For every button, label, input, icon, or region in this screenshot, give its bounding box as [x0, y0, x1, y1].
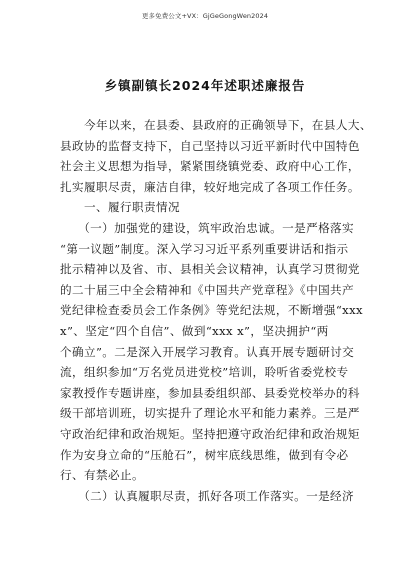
body-line: 流，组织参加“万名党员进党校”培训，聆听省委党校专 — [60, 365, 349, 380]
body-line: 批示精神以及省、市、县相关会议精神，认真学习贯彻党 — [60, 262, 360, 277]
body-line: 党纪律检查委员会工作条例》等党纪法规，不断增强“xxx — [60, 303, 364, 318]
body-line: 级干部培训班，切实提升了理论水平和能力素养。三是严 — [60, 406, 360, 421]
body-line: 行、有禁必止。 — [60, 468, 144, 483]
document-title: 乡镇副镇长2024年述职述廉报告 — [104, 78, 306, 93]
body-line: x”、坚定“四个自信”、做到“xxx x”，坚决拥护“两 — [60, 323, 329, 338]
body-line: 扎实履职尽责，廉洁自律，较好地完成了各项工作任务。 — [60, 179, 360, 194]
body-line: （二）认真履职尽责，抓好各项工作落实。一是经济 — [60, 488, 355, 503]
body-line: 县政协的监督支持下，自己坚持以习近平新时代中国特色 — [60, 138, 360, 153]
body-line: 守政治纪律和政治规矩。坚持把遵守政治纪律和政治规矩 — [60, 426, 360, 441]
header-note: 更多免费公文+VX：GjGeGongWen2024 — [141, 12, 269, 20]
body-line: 社会主义思想为指导，紧紧围绕镇党委、政府中心工作， — [60, 159, 360, 174]
document-body — [60, 115, 372, 506]
body-line: （一）加强党的建设，筑牢政治忠诚。一是严格落实 — [60, 220, 355, 235]
body-line: 家教授作专题讲座，参加县委组织部、县委党校举办的科 — [60, 385, 360, 400]
body-line: 个确立”。二是深入开展学习教育。认真开展专题研讨交 — [60, 344, 355, 359]
body-line: “第一议题”制度。深入学习习近平系列重要讲话和指示 — [60, 241, 349, 256]
body-line: 作为安身立命的“压舱石”，树牢底线思维，做到有令必 — [60, 447, 349, 462]
body-line: 今年以来，在县委、县政府的正确领导下，在县人大、 — [60, 118, 372, 132]
section-heading: 一、履行职责情况 — [60, 200, 180, 215]
body-line: 的二十届三中全会精神和《中国共产党章程》《中国共产 — [60, 282, 355, 297]
